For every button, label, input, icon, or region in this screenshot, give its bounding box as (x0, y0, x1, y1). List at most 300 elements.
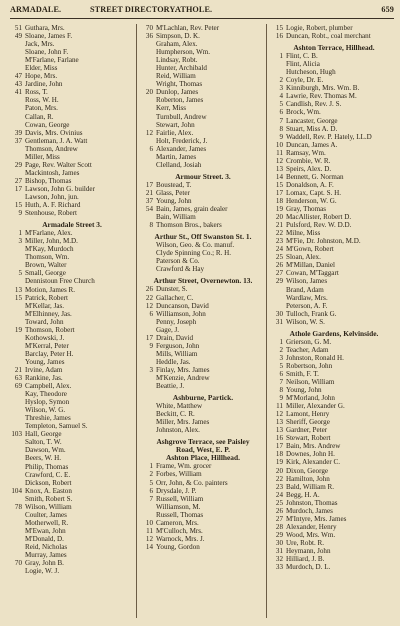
house-number: 15 (14, 293, 22, 302)
resident-name: Kerr, Miss (156, 104, 187, 113)
directory-entry (9, 487, 135, 495)
house-number: 13 (275, 426, 283, 435)
directory-entry (270, 229, 398, 237)
directory-entry (9, 350, 135, 358)
directory-entry (9, 145, 135, 153)
directory-entry (140, 221, 266, 229)
resident-name: Cowan, George (25, 120, 70, 129)
directory-entry (270, 442, 398, 450)
resident-name: Reid, William (156, 72, 196, 81)
directory-entry (9, 177, 135, 185)
resident-name: Wilson, William (25, 502, 72, 511)
resident-name: Clelland, Josiah (156, 160, 202, 169)
directory-entry (9, 261, 135, 269)
directory-entry (270, 24, 398, 32)
resident-name: Gallacher, C. (156, 293, 194, 302)
directory-entry (9, 302, 135, 310)
resident-name: M'Kellar, Jas. (25, 301, 65, 310)
directory-entry (9, 551, 135, 559)
resident-name: Forbes, William (156, 470, 202, 479)
directory-entry (9, 245, 135, 253)
directory-entry (140, 294, 266, 302)
resident-name: Ramsay, Wm. (286, 148, 326, 157)
directory-entry (9, 495, 135, 503)
resident-name: Flint, Alicia (286, 60, 320, 69)
directory-entry (140, 302, 266, 310)
resident-name: Alexander, Henry (286, 522, 337, 531)
resident-name: Hilliard, J. B. (286, 555, 325, 564)
directory-entry (9, 201, 135, 209)
resident-name: Reid, Nicholas (25, 543, 68, 551)
directory-entry (140, 418, 266, 426)
resident-name: Thomson Bros., bakers (156, 221, 222, 230)
directory-entry (9, 366, 135, 374)
resident-name: Heddle, Jas. (156, 357, 191, 366)
directory-entry (140, 48, 266, 56)
resident-name: Crawford & Hay (156, 265, 205, 274)
directory-column-1 (9, 24, 135, 575)
directory-entry (9, 503, 135, 511)
resident-name: Donaldson, A. F. (286, 180, 334, 189)
resident-name: Neilson, William (286, 378, 335, 387)
directory-entry (9, 390, 135, 398)
house-number: 78 (14, 502, 22, 511)
directory-entry (9, 96, 135, 104)
directory-entry (270, 189, 398, 197)
house-number: 5 (279, 361, 283, 370)
directory-entry (270, 100, 398, 108)
directory-entry (270, 410, 398, 418)
resident-name: Duncan, Robt., coal merchant (286, 32, 371, 41)
resident-name: Pulsford, Rev. W. D.D. (286, 221, 352, 230)
directory-entry (270, 318, 398, 326)
house-number: 12 (275, 410, 283, 419)
resident-name: Ure, Robt. R. (286, 538, 325, 547)
directory-entry (140, 40, 266, 48)
resident-name: Young, John (286, 386, 322, 395)
directory-entry (270, 386, 398, 394)
resident-name: Stewart, John (156, 120, 195, 129)
directory-entry (140, 350, 266, 358)
resident-name: Hope, Mrs. (25, 72, 58, 81)
resident-name: Henderson, W. G. (286, 196, 337, 205)
directory-entry (140, 511, 266, 519)
resident-name: Rankine, Jas. (25, 374, 63, 383)
resident-name: Wood, Mrs. Wm. (286, 530, 336, 539)
resident-name: Lomax, Capt. S. H. (286, 188, 341, 197)
directory-entry (270, 125, 398, 133)
resident-name: Templeton, Samuel S. (25, 422, 88, 431)
resident-name: Drain, David (156, 333, 194, 342)
directory-entry (9, 48, 135, 56)
house-number: 21 (14, 365, 22, 374)
directory-entry (140, 161, 266, 169)
resident-name: Crawford, C. E. (25, 470, 71, 479)
column-divider (136, 24, 137, 618)
directory-entry (140, 470, 266, 478)
directory-entry (9, 406, 135, 414)
house-number: 30 (275, 309, 283, 318)
resident-name: Miller, John, M.D. (25, 237, 78, 246)
directory-entry (9, 479, 135, 487)
house-number: 70 (14, 559, 22, 568)
resident-name: Elder, Miss (25, 64, 58, 73)
resident-name: Patrick, Robert (25, 293, 68, 302)
resident-name: Bishop, Thomas (25, 176, 72, 185)
directory-entry (9, 414, 135, 422)
resident-name: Beckitt, C. R. (156, 410, 195, 419)
resident-name: Murray, James (25, 551, 67, 560)
resident-name: Paterson & Co. (156, 257, 200, 266)
resident-name: Speirs, Alex. D. (286, 164, 332, 173)
resident-name: Russell, Thomas (156, 510, 204, 519)
directory-entry (9, 519, 135, 527)
directory-entry (270, 394, 398, 402)
house-number: 37 (14, 136, 22, 145)
directory-entry (9, 326, 135, 334)
house-number: 3 (279, 353, 283, 362)
house-number: 20 (275, 213, 283, 222)
street-heading: Armour Street. 3. (175, 171, 231, 181)
directory-entry (270, 354, 398, 362)
house-number: 21 (275, 221, 283, 230)
house-number: 27 (275, 514, 283, 523)
directory-entry (140, 32, 266, 40)
house-number: 104 (11, 486, 22, 495)
resident-name: M'Ewan, John (25, 526, 66, 535)
directory-entry (140, 535, 266, 543)
directory-entry (270, 378, 398, 386)
directory-entry (270, 531, 398, 539)
resident-name: Gardner, Peter (286, 426, 328, 435)
house-number: 12 (145, 301, 153, 310)
directory-entry (270, 555, 398, 563)
directory-entry (140, 487, 266, 495)
resident-name: Ferguson, John (156, 341, 200, 350)
resident-name: Lawson, John G. builder (25, 184, 95, 193)
directory-entry (140, 495, 266, 503)
resident-name: Johnston, Ronald H. (286, 353, 344, 362)
house-number: 25 (275, 253, 283, 262)
directory-entry (140, 382, 266, 390)
resident-name: Milne, Miss (286, 229, 321, 238)
resident-name: MacAllister, Robert D. (286, 213, 352, 222)
directory-entry (270, 68, 398, 76)
resident-name: Wardlaw, Mrs. (286, 293, 328, 302)
house-number: 11 (276, 148, 283, 157)
directory-entry (270, 221, 398, 229)
house-number: 19 (275, 205, 283, 214)
directory-entry (270, 402, 398, 410)
resident-name: Stenhouse, Robert (25, 209, 78, 218)
directory-entry (140, 64, 266, 72)
resident-name: Davis, Mrs. Ovinius (25, 128, 83, 137)
resident-name: Coyle, Dr. E. (286, 76, 324, 85)
house-number: 6 (279, 108, 283, 117)
directory-entry (140, 197, 266, 205)
resident-name: Young, John (156, 196, 192, 205)
directory-entry (9, 185, 135, 193)
directory-entry (270, 133, 398, 141)
resident-name: Guthara, Mrs. (25, 24, 65, 32)
resident-name: Dunster, S. (156, 285, 188, 294)
house-number: 22 (275, 229, 283, 238)
directory-entry (270, 141, 398, 149)
resident-name: Hunter, Archibald (156, 64, 207, 73)
resident-name: Humpherson, Wm. (156, 48, 211, 57)
resident-name: Bain, Mrs. Andrew (286, 442, 341, 451)
house-number: 13 (275, 418, 283, 427)
house-number: 12 (145, 128, 153, 137)
house-number: 22 (145, 293, 153, 302)
resident-name: Thomson, Robert (25, 325, 75, 334)
directory-entry (9, 342, 135, 350)
resident-name: Paton, Mrs. (25, 104, 58, 113)
house-number: 9 (279, 394, 283, 403)
directory-entry (140, 326, 266, 334)
directory-entry (270, 52, 398, 60)
resident-name: Holt, Frederick, J. (156, 136, 208, 145)
house-number: 14 (275, 172, 283, 181)
house-number: 22 (275, 474, 283, 483)
directory-entry (140, 24, 266, 32)
house-number: 7 (279, 116, 283, 125)
directory-entry (9, 40, 135, 48)
directory-entry (270, 173, 398, 181)
resident-name: Gage, J. (156, 325, 180, 334)
resident-name: Hall, George (25, 430, 62, 439)
house-number: 37 (145, 196, 153, 205)
house-number: 10 (275, 140, 283, 149)
directory-entry (9, 229, 135, 237)
resident-name: Small, George (25, 269, 66, 278)
directory-entry (140, 479, 266, 487)
directory-column-3 (270, 24, 398, 571)
house-number: 9 (149, 341, 153, 350)
directory-entry (270, 434, 398, 442)
directory-entry (140, 104, 266, 112)
directory-entry (270, 362, 398, 370)
directory-entry (9, 446, 135, 454)
header-center: STREET DIRECTORY. (90, 5, 177, 14)
directory-entry (140, 402, 266, 410)
directory-entry (9, 543, 135, 551)
house-number: 14 (145, 542, 153, 551)
resident-name: Downes, John H. (286, 450, 335, 459)
house-number: 1 (149, 462, 153, 471)
directory-entry (9, 527, 135, 535)
directory-entry (9, 153, 135, 161)
house-number: 17 (14, 184, 22, 193)
resident-name: Wilson, W. S. (286, 317, 325, 326)
resident-name: Lawrie, Rev. Thomas M. (286, 92, 357, 101)
resident-name: M'Kerral, Peter (25, 341, 69, 350)
directory-entry (9, 471, 135, 479)
resident-name: Motion, James R. (25, 285, 76, 294)
street-heading: Ashton Terrace, Hillhead. (293, 43, 375, 53)
directory-entry (9, 310, 135, 318)
resident-name: Brand, Adam (286, 285, 324, 294)
resident-name: Bald, William R. (286, 482, 335, 491)
resident-name: Wright, Thomas (156, 80, 203, 89)
resident-name: Martin, James (156, 152, 197, 161)
house-number: 15 (14, 201, 22, 210)
house-number: 17 (275, 442, 283, 451)
directory-entry (140, 543, 266, 551)
directory-entry (140, 358, 266, 366)
house-number: 19 (275, 458, 283, 467)
resident-name: M'Farlane, Alex. (25, 229, 73, 238)
house-number: 36 (145, 32, 153, 41)
resident-name: Robertson, John (286, 361, 333, 370)
resident-name: Bennett, G. Norman (286, 172, 344, 181)
resident-name: Dawson, Wm. (25, 446, 66, 455)
house-number: 6 (149, 486, 153, 495)
house-number: 29 (275, 277, 283, 286)
house-number: 103 (11, 430, 22, 439)
directory-entry (270, 467, 398, 475)
house-number: 16 (275, 32, 283, 41)
directory-entry (270, 523, 398, 531)
resident-name: Page, Rev. Walter Scott (25, 160, 92, 169)
resident-name: Graham, Alex. (156, 40, 198, 49)
house-number: 7 (279, 378, 283, 387)
directory-entry (270, 245, 398, 253)
directory-entry (270, 483, 398, 491)
resident-name: Glass, Peter (156, 188, 190, 197)
directory-entry (9, 32, 135, 40)
house-number: 15 (275, 180, 283, 189)
street-heading: Ashton Place, Hillhead. (166, 453, 240, 463)
resident-name: Bain, William (156, 213, 196, 222)
directory-entry (270, 338, 398, 346)
resident-name: Coulter, James (25, 510, 67, 519)
directory-entry (140, 205, 266, 213)
house-number: 11 (146, 526, 153, 535)
house-number: 39 (14, 128, 22, 137)
directory-entry (9, 72, 135, 80)
resident-name: M'Kenzie, Andrew (156, 373, 210, 382)
directory-entry (140, 80, 266, 88)
directory-entry (140, 113, 266, 121)
directory-entry (9, 169, 135, 177)
directory-entry (9, 398, 135, 406)
directory-entry (9, 294, 135, 302)
house-number: 49 (14, 32, 22, 41)
house-number: 29 (14, 160, 22, 169)
resident-name: Irvine, Adam (25, 365, 63, 374)
resident-name: Gentleman, J. A. Watt (25, 136, 88, 145)
directory-entry (270, 418, 398, 426)
directory-entry (270, 286, 398, 294)
directory-entry (9, 511, 135, 519)
directory-entry (140, 527, 266, 535)
directory-entry (140, 129, 266, 137)
resident-name: Gray, Thomas (286, 205, 326, 214)
house-number: 47 (14, 72, 22, 81)
house-number: 20 (275, 466, 283, 475)
directory-entry (9, 113, 135, 121)
directory-entry (270, 149, 398, 157)
directory-entry (270, 84, 398, 92)
resident-name: Frame, Wm. grocer (156, 462, 212, 471)
house-number: 13 (275, 164, 283, 173)
directory-entry (270, 157, 398, 165)
directory-entry (140, 310, 266, 318)
house-number: 2 (279, 76, 283, 85)
resident-name: Murdoch, D. L. (286, 563, 331, 572)
directory-entry (140, 72, 266, 80)
resident-name: Barclay, Peter H. (25, 349, 74, 358)
resident-name: Grierson, G. M. (286, 337, 332, 346)
directory-entry (270, 237, 398, 245)
resident-name: Ross, W. H. (25, 96, 59, 105)
resident-name: Sheriff, George (286, 418, 330, 427)
column-divider (266, 24, 267, 618)
directory-entry (270, 539, 398, 547)
house-number: 11 (276, 402, 283, 411)
directory-entry (270, 213, 398, 221)
resident-name: Williamson, John (156, 309, 206, 318)
directory-entry (270, 458, 398, 466)
directory-entry (140, 462, 266, 470)
directory-entry (270, 261, 398, 269)
resident-name: Miller, Mrs. James (156, 418, 210, 427)
directory-entry (9, 237, 135, 245)
resident-name: White, Matthew (156, 402, 203, 411)
resident-name: Turnbull, Andrew (156, 112, 207, 121)
resident-name: M'Intyre, Mrs. James (286, 514, 347, 523)
house-number: 9 (18, 209, 22, 218)
house-number: 23 (275, 237, 283, 246)
house-number: 12 (275, 156, 283, 165)
resident-name: Dennistoun Free Church (25, 277, 95, 286)
directory-entry (140, 342, 266, 350)
resident-name: M'Gown, Robert (286, 245, 334, 254)
resident-name: Wilson, W. G. (25, 406, 66, 415)
directory-entry (270, 507, 398, 515)
resident-name: Threshie, James (25, 414, 71, 423)
resident-name: M'Lachlan, Rev. Peter (156, 24, 220, 32)
directory-entry (270, 294, 398, 302)
house-number: 29 (275, 530, 283, 539)
house-number: 3 (279, 84, 283, 93)
house-number: 5 (149, 478, 153, 487)
directory-entry (270, 117, 398, 125)
resident-name: Peterson, A. F. (286, 301, 328, 310)
resident-name: Brown, Walter (25, 261, 67, 270)
house-number: 54 (145, 205, 153, 214)
directory-entry (270, 450, 398, 458)
directory-entry (9, 137, 135, 145)
resident-name: Huth, A. F. Richard (25, 201, 81, 210)
directory-entry (270, 32, 398, 40)
house-number: 2 (279, 345, 283, 354)
resident-name: M'Millan, Daniel (286, 261, 335, 270)
resident-name: Teacher, Adam (286, 345, 329, 354)
resident-name: Jack, Mrs. (25, 40, 55, 49)
directory-entry (270, 563, 398, 571)
house-number: 32 (275, 555, 283, 564)
house-number: 5 (18, 269, 22, 278)
directory-entry (140, 153, 266, 161)
resident-name: Thomson, Andrew (25, 144, 78, 153)
resident-name: Thomson, Wm. (25, 253, 70, 262)
directory-entry (140, 318, 266, 326)
directory-entry (9, 104, 135, 112)
resident-name: Cameron, Mrs. (156, 518, 199, 527)
resident-name: Fairlie, Alex. (156, 128, 194, 137)
